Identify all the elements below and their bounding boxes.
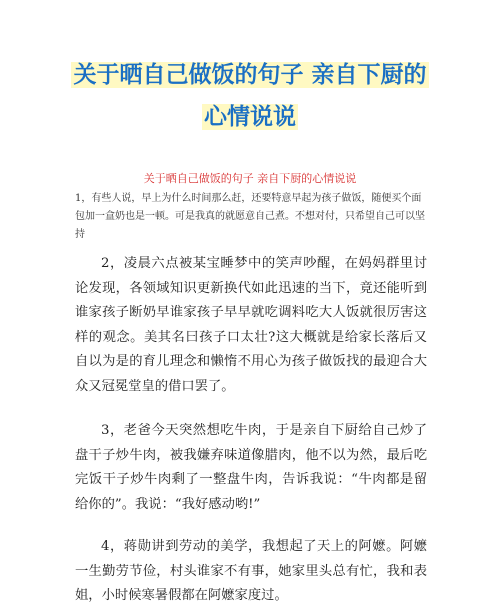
paragraph-4: 4，蒋勋讲到劳动的美学，我想起了天上的阿嬷。阿嬷一生勤劳节俭，村头谁家不有事，她家里头总有忙，我和表姐，小时候寒暑假都在阿嬷家度过。 [75,539,427,603]
paragraph-1: 1，有些人说，早上为什么时间那么赶，还要特意早起为孩子做饭，随便买个面包加一盒奶也是一顿。可是我真的就愿意自己煮。不想对付，只希望自己可以坚持 [75,193,425,240]
subtitle: 关于晒自己做饭的句子 亲自下厨的心情说说 [143,172,357,185]
paragraph-3: 3，老爸今天突然想吃牛肉，于是亲自下厨给自己炒了盘干子炒牛肉，被我嫌弃味道像腊肉，他不以为然，最后吃完饭干子炒牛肉剩了一整盘牛肉，告诉我说：“牛肉都是留给你的”。我说：“我好感动哟!” [75,423,427,512]
page-title [0,54,500,138]
paragraph-2: 2，凌晨六点被某宝睡梦中的笑声吵醒，在妈妈群里讨论发现，各领域知识更新换代如此迅速的当下，竟还能听到谁家孩子断奶早谁家孩子早早就吃调料吃大人饭就很厉害这样的观念。美其名曰孩子口太壮?这大概就是给家长落后又自以为是的育儿理念和懒惰不用心为孩子做饭找的最迎合大众又冠冕堂皇的借口罢了。 [75,256,427,394]
page-title-line-2: 心情说说 [204,104,296,130]
page-title-line-1: 关于晒自己做饭的句子 亲自下厨的 [73,62,427,88]
